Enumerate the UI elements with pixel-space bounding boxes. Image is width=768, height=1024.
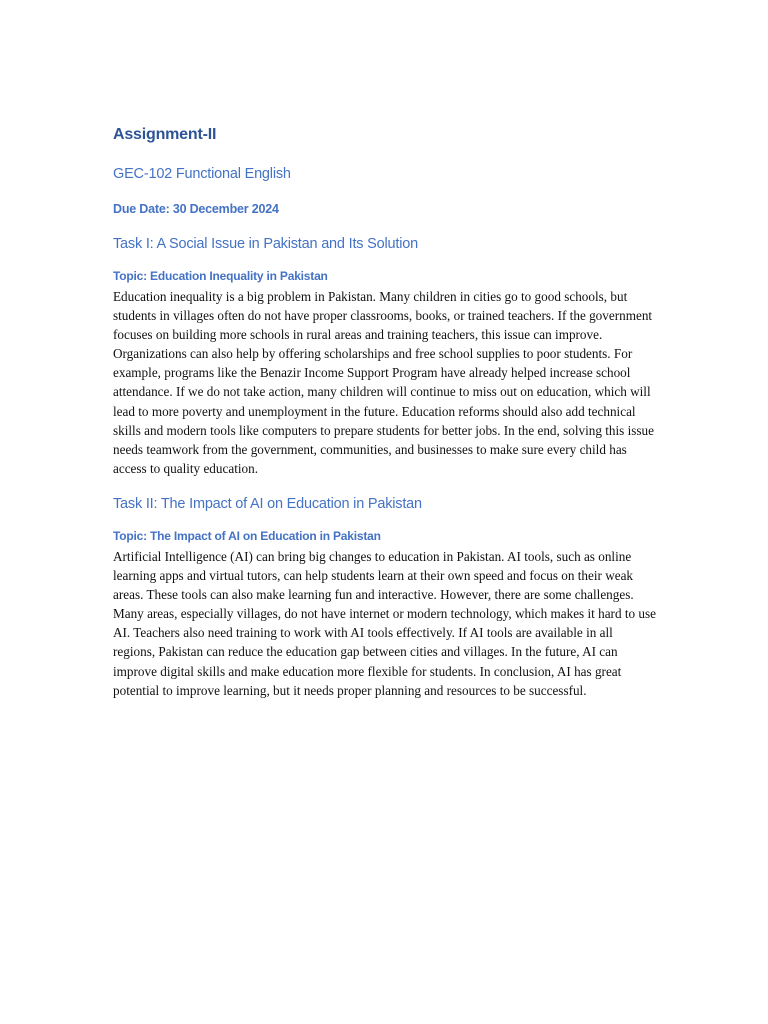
document-page bbox=[113, 124, 658, 716]
task-heading: Task I: A Social Issue in Pakistan and Its Solution bbox=[113, 236, 418, 252]
due-date: Due Date: 30 December 2024 bbox=[113, 202, 279, 216]
task-section-1 bbox=[113, 234, 658, 478]
course-title: GEC-102 Functional English bbox=[113, 166, 291, 182]
assignment-title: Assignment-II bbox=[113, 126, 217, 143]
task-body: Education inequality is a big problem in Pakistan. Many children in cities go to good schools, but students in villages often do not have proper classrooms, books, or trained teachers. If the government focuses on building more schools in rural areas and training teachers, this issue can improve. Organizations can also help by offering scholarships and free school supplies to poor students. For example, programs like the Benazir Income Support Program have already helped increase school attendance. If we do not take action, many children will continue to miss out on education, which will lead to more poverty and unemployment in the future. Education reforms should also add technical skills and modern tools like computers to prepare students for better jobs. In the end, solving this issue needs teamwork from the government, communities, and businesses to make sure every child has access to quality education. bbox=[113, 289, 654, 476]
task-body: Artificial Intelligence (AI) can bring big changes to education in Pakistan. AI tools, such as online learning apps and virtual tutors, can help students learn at their own speed and focus on their weak areas. These tools can also make learning fun and interactive. However, there are some challenges. Many areas, especially villages, do not have internet or modern technology, which makes it hard to use AI. Teachers also need training to work with AI tools effectively. If AI tools are available in all regions, Pakistan can reduce the education gap between cities and villages. In the future, AI can improve digital skills and make education more flexible for students. In conclusion, AI has great potential to improve learning, but it needs proper planning and resources to be successful. bbox=[113, 548, 656, 698]
task-heading: Task II: The Impact of AI on Education in Pakistan bbox=[113, 495, 422, 512]
task-topic: Topic: The Impact of AI on Education in Pakistan bbox=[113, 528, 381, 543]
task-section-2 bbox=[113, 494, 658, 700]
task-topic: Topic: Education Inequality in Pakistan bbox=[113, 269, 328, 283]
